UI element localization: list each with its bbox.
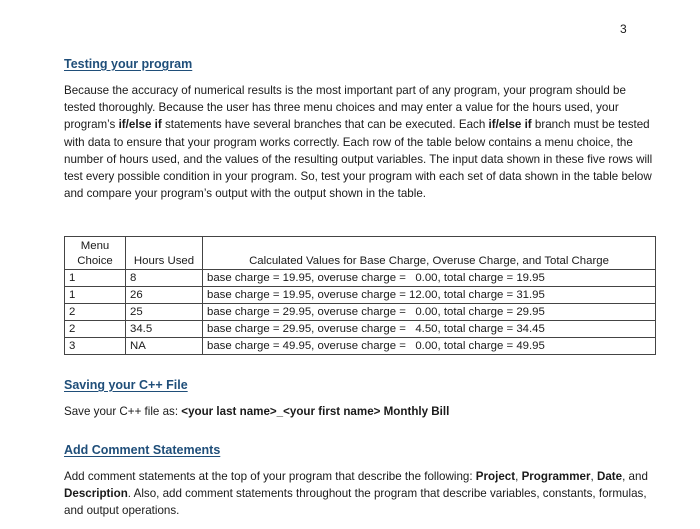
hours-used-cell: 34.5 xyxy=(126,321,203,338)
calculated-values-cell: base charge = 19.95, overuse charge = 12.00, total charge = 31.95 xyxy=(203,287,656,304)
menu-header-line1: Menu xyxy=(80,240,110,252)
calculated-values-cell: base charge = 29.95, overuse charge = 4.50, total charge = 34.45 xyxy=(203,321,656,338)
bold-text-run: <your last name>_<your first name> Monthly Bill xyxy=(181,405,450,418)
text-run: branch must be tested with data to ensure that your program works correctly. Each row of the table below contains a menu choice, the number of hours used, and the values of the resulting output variables. The input data shown in these five rows will test every possible condition in your program. So, test your program with each set of data shown in the table below and compare your program’s output with the output shown in the table. xyxy=(64,118,653,201)
hours-used-cell: NA xyxy=(126,338,203,355)
comments-heading: Add Comment Statements xyxy=(64,443,221,457)
bold-text-run: Date xyxy=(596,470,623,483)
bold-text-run: if/else if xyxy=(118,118,162,132)
calculated-values-header: Calculated Values for Base Charge, Overuse Charge, and Total Charge xyxy=(203,237,656,270)
menu-choice-cell: 2 xyxy=(65,321,126,338)
text-run: statements have several branches that can be executed. Each xyxy=(161,118,489,132)
hours-used-cell: 25 xyxy=(126,304,203,321)
text-run: , and xyxy=(622,470,648,483)
menu-header-line2: Choice xyxy=(77,255,113,267)
menu-choice-cell: 1 xyxy=(65,270,126,287)
testing-paragraph xyxy=(64,82,654,202)
menu-choice-header xyxy=(65,237,126,270)
menu-choice-cell: 1 xyxy=(65,287,126,304)
calculated-values-cell: base charge = 29.95, overuse charge = 0.00, total charge = 29.95 xyxy=(203,304,656,321)
calculated-values-cell: base charge = 19.95, overuse charge = 0.00, total charge = 19.95 xyxy=(203,270,656,287)
table-row xyxy=(65,321,656,338)
menu-choice-cell: 2 xyxy=(65,304,126,321)
text-run: , xyxy=(515,470,522,483)
hours-used-header: Hours Used xyxy=(126,237,203,270)
menu-choice-cell: 3 xyxy=(65,338,126,355)
table-row xyxy=(65,304,656,321)
hours-used-cell: 26 xyxy=(126,287,203,304)
text-run: . Also, add comment statements throughout the program that describe variables, constants, formulas, and output operations. xyxy=(64,487,647,518)
table-row xyxy=(65,287,656,304)
hours-used-cell: 8 xyxy=(126,270,203,287)
text-run: Save your C++ file as: xyxy=(64,405,182,418)
page-number: 3 xyxy=(620,22,627,36)
comments-paragraph xyxy=(64,468,654,520)
bold-text-run: Description xyxy=(64,487,128,501)
bold-text-run: Project xyxy=(475,470,516,483)
table-header-row xyxy=(65,237,656,270)
text-run: , xyxy=(590,470,597,483)
text-run: Because the accuracy of numerical results is the most important part of any program, your program should be tested thoroughly. Because the user has three menu choices and may enter a value for the hours used, your program’s xyxy=(64,84,626,132)
text-run: Add comment statements at the top of your program that describe the following: xyxy=(64,470,476,483)
table-row xyxy=(65,338,656,355)
testing-heading: Testing your program xyxy=(64,57,193,71)
table-row xyxy=(65,270,656,287)
saving-paragraph xyxy=(64,403,654,420)
bold-text-run: if/else if xyxy=(488,118,532,132)
calculated-values-cell: base charge = 49.95, overuse charge = 0.00, total charge = 49.95 xyxy=(203,338,656,355)
bold-text-run: Programmer xyxy=(521,470,591,483)
saving-heading: Saving your C++ File xyxy=(64,378,188,392)
test-data-table xyxy=(64,236,656,355)
